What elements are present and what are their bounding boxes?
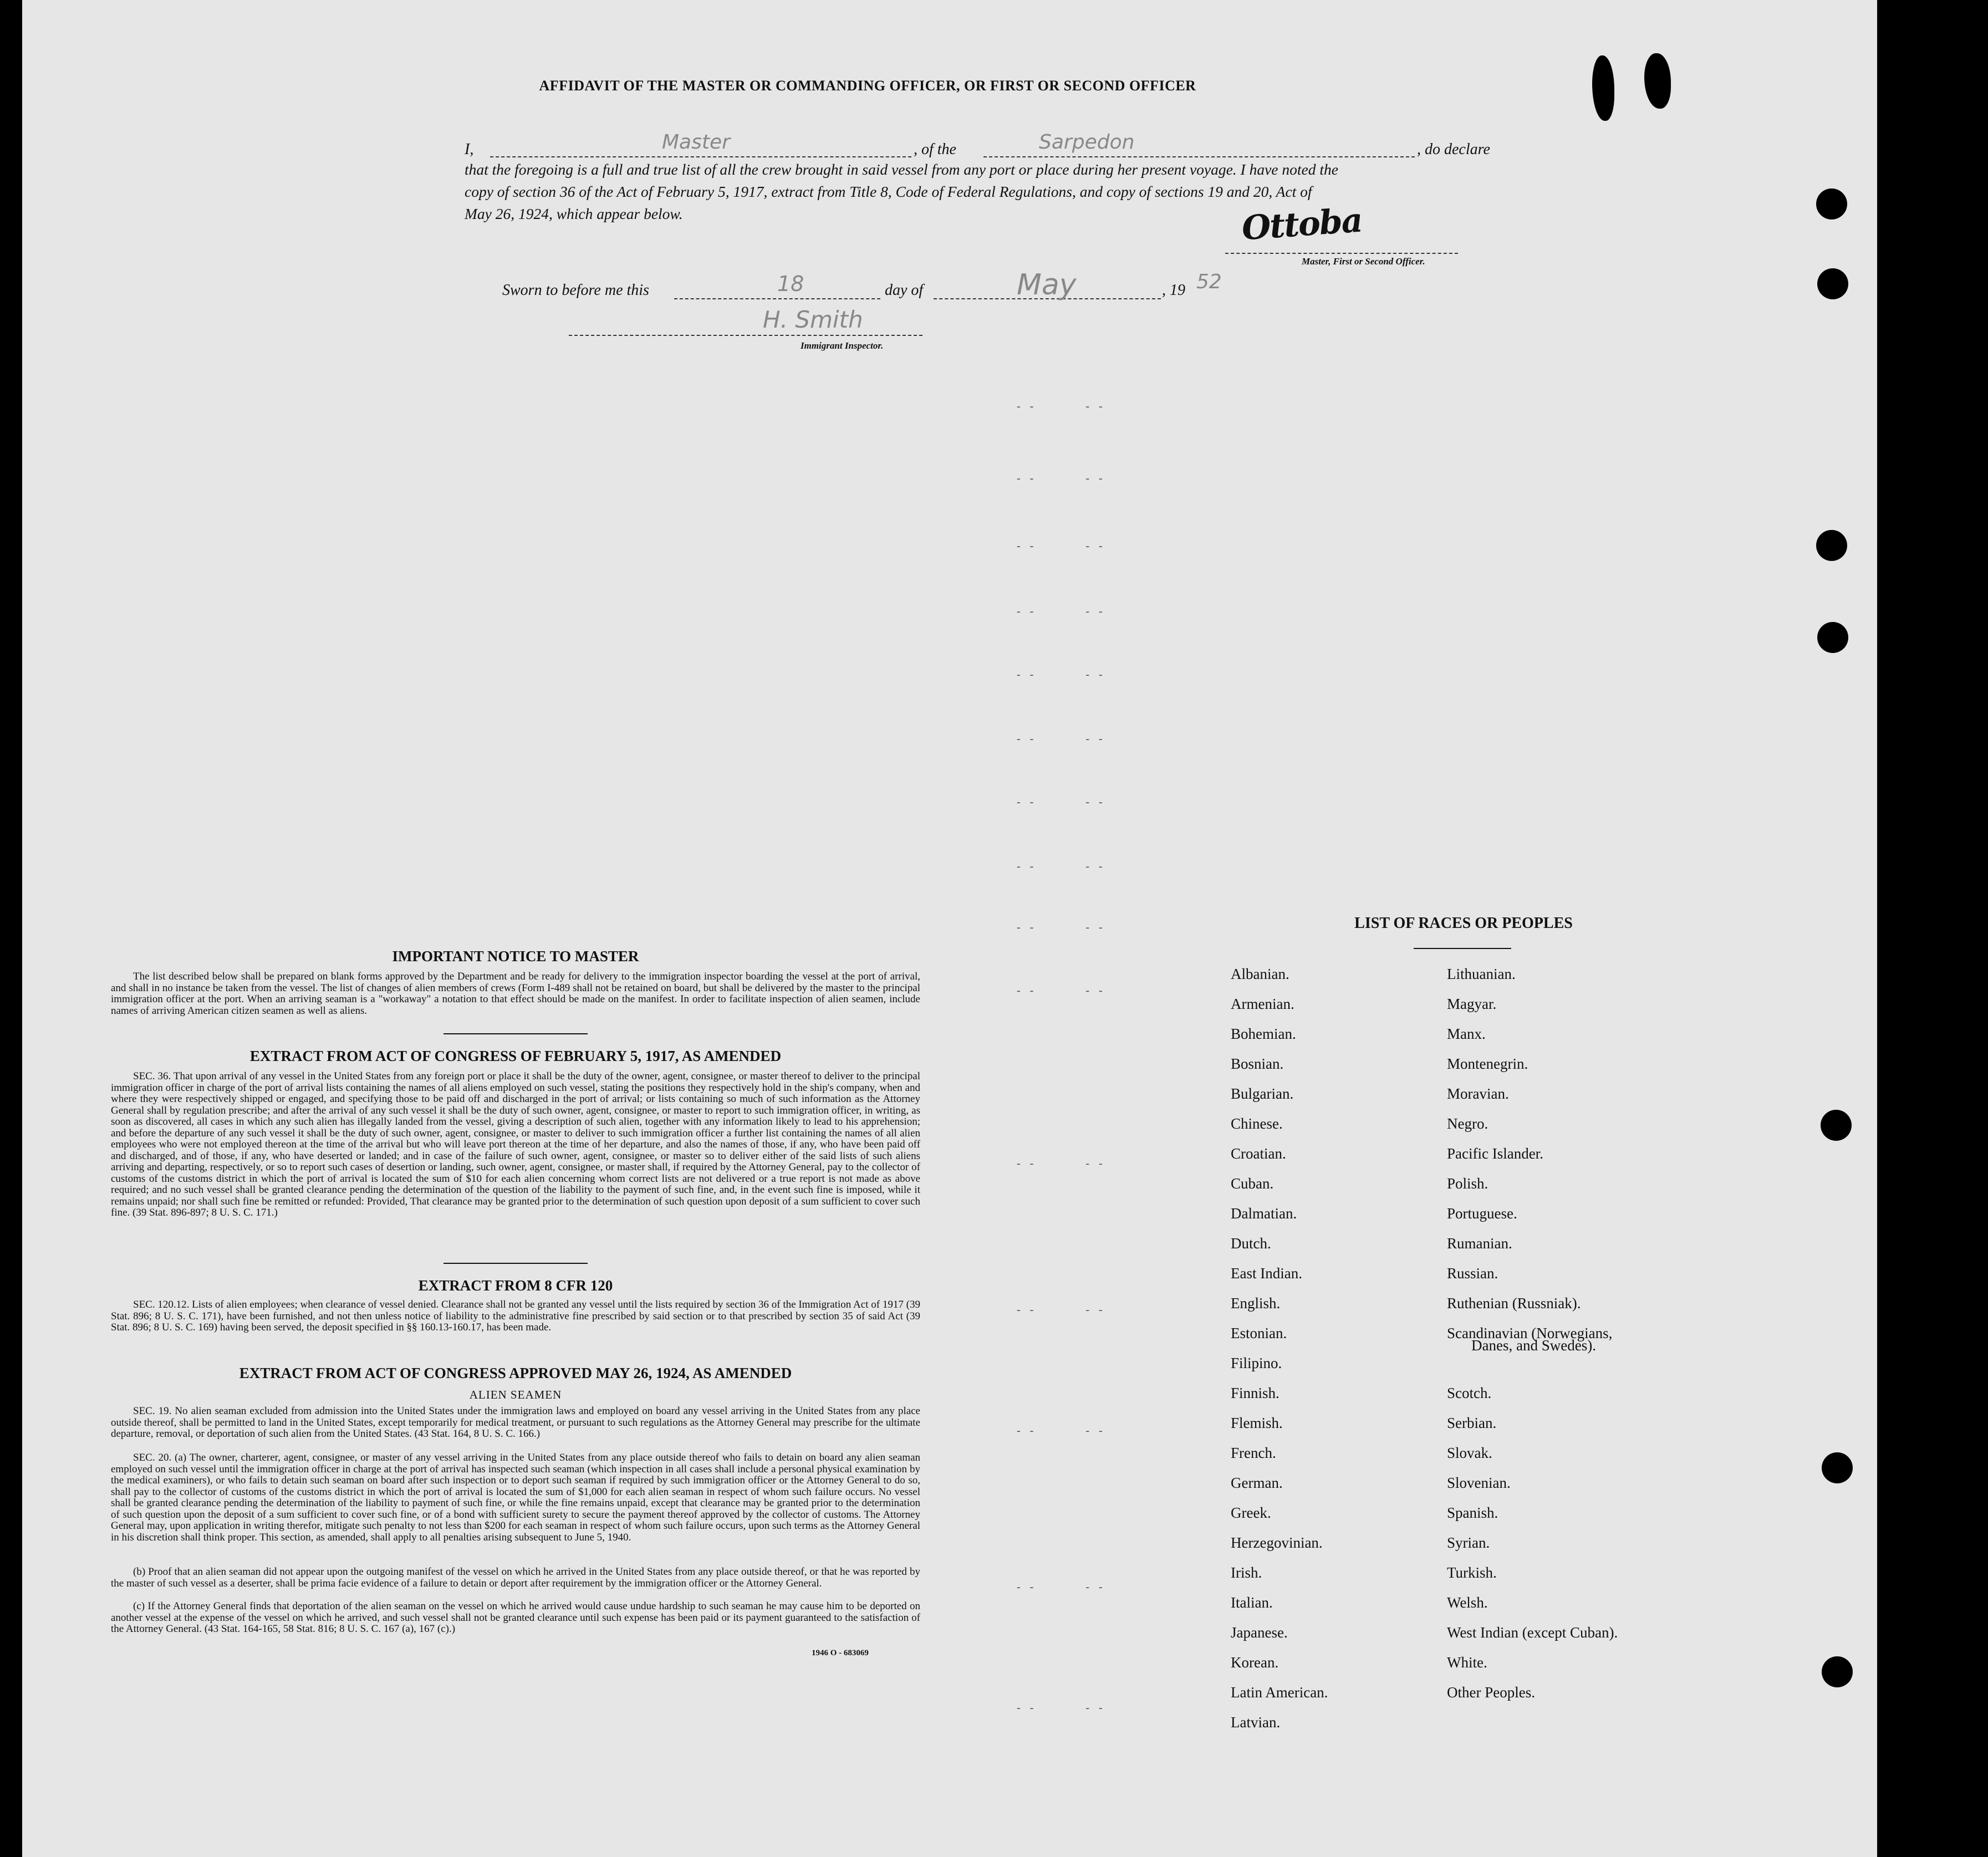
race-item: Greek.: [1231, 1504, 1271, 1521]
faint-tick: - - - -: [1017, 605, 1106, 618]
extract-1917-title: EXTRACT FROM ACT OF CONGRESS OF FEBRUARY 5, 1917, AS AMENDED: [249, 1048, 782, 1064]
race-item: White.: [1447, 1654, 1487, 1671]
ink-blot: [1592, 55, 1614, 121]
extract-1924-sec19: SEC. 19. No alien seaman excluded from admission into the United States under the immigration laws and employed on board any vessel arriving in the United States from any place outside thereof, shall be permitted to land in the United States, except temporarily for medical treatment, or pursuant to such regulations as the Attorney General may prescribe for the ultimate departure, removal, or deportation of such alien from the United States. (43 Stat. 164, 8 U. S. C. 166.): [111, 1405, 920, 1440]
binder-hole: [1822, 1656, 1853, 1687]
day-of-label: day of: [885, 282, 924, 299]
officer-signature-line: [1225, 247, 1458, 254]
extract-1924-sec20b: (b) Proof that an alien seaman did not appear upon the outgoing manifest of the vessel on which he arrived in the United States from any place outside thereof, or that he was reported by the master of such vessel as a deserter, shall be prima facie evidence of a failure to detain or deport after requirement by the immigration officer or the Attorney General.: [111, 1566, 920, 1589]
binder-hole: [1821, 1110, 1852, 1141]
ink-blot: [1644, 53, 1671, 109]
race-item: Dutch.: [1231, 1235, 1271, 1252]
races-title: LIST OF RACES OR PEOPLES: [1354, 915, 1573, 932]
race-item: Japanese.: [1231, 1624, 1288, 1641]
race-item: Finnish.: [1231, 1385, 1280, 1401]
faint-tick: - - - -: [1017, 540, 1106, 552]
year-prefix: , 19: [1162, 282, 1185, 299]
name-field: [490, 131, 911, 157]
binder-hole: [1822, 1452, 1853, 1483]
race-item: Armenian.: [1231, 996, 1294, 1012]
extract-1924-sec20a: SEC. 20. (a) The owner, charterer, agent, consignee, or master of any vessel arriving in the United States from any place outside thereof who fails to detain on board any alien seaman employed on such vessel until the immigration officer in charge at the port of arrival has inspected such seaman (which inspection in all cases shall include a personal physical examination by the medical examiners), or who fails to detain such seaman on board after such inspection or to deport such seaman if required by such immigration officer or the Attorney General to do so, shall pay to the collector of customs of the customs district in which the port of arrival is located the sum of $1,000 for each alien seaman in respect of whom such failure occurs. No vessel shall be granted clearance pending the determination of the liability to payment of such fine, or while the fine remains unpaid, except that clearance may be granted prior to the determination of such question upon the deposit of a sum sufficient to cover such fine, or of a bond with sufficient surety to secure the payment thereof approved by the collector of customs. The Attorney General may, upon application in writing therefor, mitigate such penalty to not less than $200 for each seaman in respect of whom such failure occurs, upon such terms as the Attorney General in his discretion shall think proper. This section, as amended, shall apply to all penalties arising subsequent to June 5, 1940.: [111, 1452, 920, 1543]
faint-tick: - - - -: [1017, 669, 1106, 681]
race-item: Scandinavian (Norwegians,: [1447, 1325, 1613, 1341]
notice-body: The list described below shall be prepared on blank forms approved by the Department and be ready for delivery to the immigration inspector boarding the vessel at the port of arrival, and shall in no instance be taken from the vessel. The list of changes of alien members of crews (Form I-489 shall not be retained on board, but shall be delivered by the master to the principal immigration officer at the port. When an arriving seaman is a "workaway" a notation to that effect should be made on the manifest. In order to facilitate inspection of alien seamen, include names of arriving American citizen seamen as well as aliens.: [111, 971, 920, 1017]
race-item: Bosnian.: [1231, 1055, 1284, 1072]
binder-hole: [1817, 622, 1848, 653]
race-item: Moravian.: [1447, 1085, 1509, 1102]
race-item: Croatian.: [1231, 1145, 1286, 1162]
race-item: East Indian.: [1231, 1265, 1302, 1282]
race-item: Ruthenian (Russniak).: [1447, 1295, 1581, 1312]
affidavit-line-2: that the foregoing is a full and true list of all the crew brought in said vessel from any port or place during her present voyage. I have noted the: [465, 161, 1338, 178]
day-field: [674, 272, 880, 299]
binder-hole: [1817, 268, 1848, 299]
race-item: Filipino.: [1231, 1355, 1282, 1371]
extract-1924-subtitle: ALIEN SEAMEN: [469, 1388, 562, 1401]
race-item: Albanian.: [1231, 966, 1289, 982]
faint-tick: - - - -: [1017, 472, 1106, 484]
officer-caption: Master, First or Second Officer.: [1302, 256, 1425, 267]
year-value: 52: [1196, 271, 1222, 293]
vessel-field: [983, 131, 1415, 157]
inspector-caption: Immigrant Inspector.: [801, 340, 884, 351]
extract-cfr-body: SEC. 120.12. Lists of alien employees; when clearance of vessel denied. Clearance shall not be granted any vessel until the lists required by section 36 of the Immigration Act of 1917 (39 Stat. 896; 8 U. S. C. 171), have been furnished, and not then unless notice of liability to the administrative fine prescribed by said section or to that prescribed by section 35 of said Act (39 Stat. 896; 8 U. S. C. 169) having been served, the deposit specified in §§ 160.13-160.17, has been made.: [111, 1299, 920, 1333]
divider: [444, 1033, 588, 1034]
faint-tick: - - - -: [1017, 921, 1106, 933]
race-item: Rumanian.: [1447, 1235, 1512, 1252]
race-item: Montenegrin.: [1447, 1055, 1528, 1072]
race-item: Flemish.: [1231, 1415, 1283, 1431]
faint-tick: - - - -: [1017, 1425, 1106, 1437]
affidavit-title: AFFIDAVIT OF THE MASTER OR COMMANDING OFFICER, OR FIRST OR SECOND OFFICER: [539, 78, 1196, 94]
race-item: Irish.: [1231, 1564, 1262, 1581]
faint-tick: - - - -: [1017, 1581, 1106, 1593]
race-item: Polish.: [1447, 1175, 1489, 1192]
month-value: May: [1017, 268, 1077, 302]
race-item: Italian.: [1231, 1594, 1273, 1611]
race-item: Welsh.: [1447, 1594, 1488, 1611]
faint-tick: - - - -: [1017, 1702, 1106, 1714]
extract-cfr-title: EXTRACT FROM 8 CFR 120: [418, 1277, 613, 1294]
faint-tick: - - - -: [1017, 400, 1106, 412]
race-item: Latin American.: [1231, 1684, 1328, 1701]
affidavit-line-3: copy of section 36 of the Act of February 5, 1917, extract from Title 8, Code of Federal Regulations, and copy of sections 19 and 20, Act of: [465, 183, 1312, 200]
race-item: Herzegovinian.: [1231, 1534, 1323, 1551]
race-item: Manx.: [1447, 1026, 1486, 1042]
officer-signature: Ottoba: [1240, 201, 1363, 248]
race-item: Serbian.: [1447, 1415, 1497, 1431]
race-item: Bohemian.: [1231, 1026, 1296, 1042]
race-item: Lithuanian.: [1447, 966, 1516, 982]
notice-title: IMPORTANT NOTICE TO MASTER: [392, 948, 639, 965]
affidavit-i-label: I,: [465, 141, 474, 158]
faint-tick: - - - -: [1017, 860, 1106, 873]
race-item: German.: [1231, 1475, 1283, 1491]
race-item: Chinese.: [1231, 1115, 1283, 1132]
inspector-signature-line: [569, 333, 922, 336]
print-code: 1946 O - 683069: [812, 1649, 869, 1657]
race-item: Slovak.: [1447, 1445, 1492, 1461]
race-item: Pacific Islander.: [1447, 1145, 1543, 1162]
day-value: 18: [777, 272, 804, 296]
race-item: West Indian (except Cuban).: [1447, 1624, 1618, 1641]
sworn-label: Sworn to before me this: [502, 282, 649, 299]
faint-tick: - - - -: [1017, 1157, 1106, 1170]
vessel-value: Sarpedon: [1039, 131, 1135, 154]
race-item: Scotch.: [1447, 1385, 1492, 1401]
extract-1924-sec20c: (c) If the Attorney General finds that deportation of the alien seaman on the vessel on which he arrived would cause undue hardship to such seaman he may cause him to be deported on another vessel at the expense of the vessel on which he arrived, and such vessel shall not be granted clearance until such expense has been paid or its payment guaranteed to the satisfaction of the Attorney General. (43 Stat. 164-165, 58 Stat. 816; 8 U. S. C. 167 (a), 167 (c).): [111, 1600, 920, 1635]
race-item: Estonian.: [1231, 1325, 1287, 1341]
of-the-label: , of the: [914, 141, 956, 158]
extract-1917-body: SEC. 36. That upon arrival of any vessel in the United States from any foreign port or place it shall be the duty of the owner, agent, consignee, or master thereof to deliver to the principal immigration officer in charge of the port of arrival lists containing the names of all aliens employed on such vessel, stating the positions they respectively hold in the ship's company, when and where they were respectively shipped or engaged, and specifying those to be paid off and discharged in the port of arrival; or lists containing so much of such information as the Attorney General shall by regulation prescribe; and after the arrival of any such vessel it shall be the duty of such owner, agent, consignee, or master to report to such immigration officer, in writing, as soon as discovered, all cases in which any such alien has illegally landed from the vessel, giving a description of such alien, together with any information likely to lead to his apprehension; and before the departure of any such vessel it shall be the duty of such owner, agent, consignee, or master to deliver to such immigration officer a further list containing the names of all alien employees who were not employed thereon at the time of the arrival but who will leave port thereon at the time of her departure, and also the names of those, if any, who have been paid off and discharged, and of those, if any, who have deserted or landed; and in case of the failure of such owner, agent, consignee, or master so to deliver either of the said lists of such aliens arriving and departing, respectively, or so to report such cases of desertion or landing, such owner, agent, consignee, or master shall, if required by the Attorney General, pay to the collector of customs of the customs district in which the port of arrival is located the sum of $10 for each alien concerning whom correct lists are not delivered or a true report is not made as above required; and no such vessel shall be granted clearance pending the determination of the question of the liability to the payment of such fine, and, in the event such fine is imposed, while it remains unpaid; nor shall such fine be remitted or refunded: Provided, That clearance may be granted prior to the determination of such question upon deposit of a sum sufficient to cover such fine. (39 Stat. 896-897; 8 U. S. C. 171.): [111, 1070, 920, 1218]
race-item: Cuban.: [1231, 1175, 1274, 1192]
faint-tick: - - - -: [1017, 984, 1106, 997]
race-item: Korean.: [1231, 1654, 1279, 1671]
document-page: [22, 0, 1877, 1857]
race-item: French.: [1231, 1445, 1276, 1461]
divider: [444, 1263, 588, 1264]
race-item: Latvian.: [1231, 1714, 1281, 1731]
inspector-signature: H. Smith: [763, 306, 863, 333]
race-item: Magyar.: [1447, 996, 1497, 1012]
affidavit-line-4: May 26, 1924, which appear below.: [465, 205, 683, 222]
race-item: Other Peoples.: [1447, 1684, 1535, 1701]
race-item: Danes, and Swedes).: [1471, 1337, 1596, 1354]
race-item: Spanish.: [1447, 1504, 1498, 1521]
month-field: [934, 268, 1161, 302]
extract-1924-title: EXTRACT FROM ACT OF CONGRESS APPROVED MAY 26, 1924, AS AMENDED: [239, 1365, 792, 1381]
race-item: Turkish.: [1447, 1564, 1497, 1581]
race-item: English.: [1231, 1295, 1281, 1312]
binder-hole: [1816, 530, 1847, 561]
race-item: Slovenian.: [1447, 1475, 1511, 1491]
race-item: Negro.: [1447, 1115, 1489, 1132]
race-item: Dalmatian.: [1231, 1205, 1297, 1222]
binder-hole: [1816, 188, 1847, 220]
divider: [1414, 948, 1511, 949]
faint-tick: - - - -: [1017, 733, 1106, 745]
race-item: Bulgarian.: [1231, 1085, 1294, 1102]
race-item: Russian.: [1447, 1265, 1498, 1282]
declare-label: , do declare: [1417, 141, 1490, 158]
faint-tick: - - - -: [1017, 796, 1106, 808]
faint-tick: - - - -: [1017, 1304, 1106, 1316]
race-item: Portuguese.: [1447, 1205, 1517, 1222]
name-value: Master: [662, 131, 730, 154]
race-item: Syrian.: [1447, 1534, 1490, 1551]
